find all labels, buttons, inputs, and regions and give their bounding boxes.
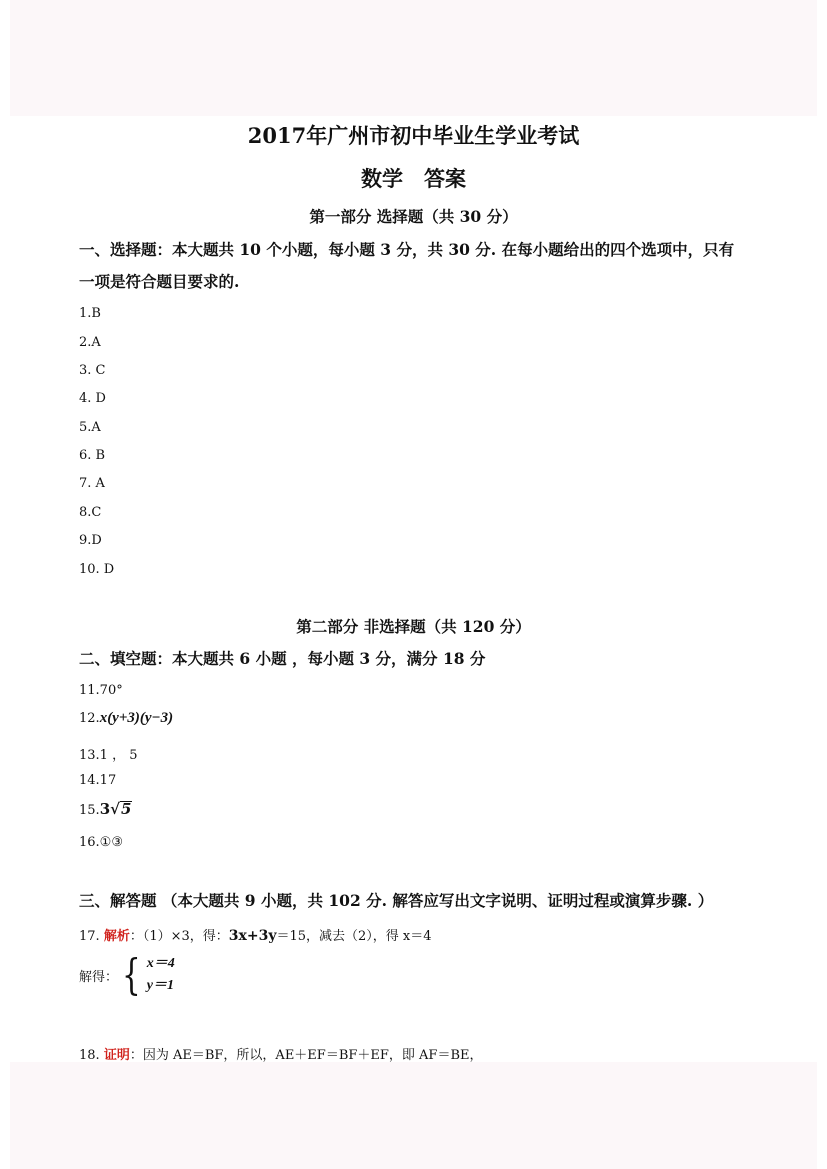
answer-15-coefficient: 3 [99, 800, 111, 818]
answer-5: 5.A [79, 420, 101, 435]
answer-1: 1.B [79, 306, 101, 321]
proof-label: 证明 [103, 1048, 130, 1063]
system-equation-x: x＝4 [146, 956, 175, 971]
question-17-answer [79, 925, 432, 944]
answer-16: 16.①③ [79, 835, 123, 850]
answer-12-expression: x(y+3)(y−3) [99, 710, 174, 726]
equation-system [79, 950, 175, 1000]
exam-subtitle: 数学 答案 [361, 166, 466, 191]
exam-title: 2017年广州市初中毕业生学业考试 [247, 123, 580, 148]
question-18-number: 18. [79, 1048, 100, 1063]
question-17-number: 17. [79, 929, 100, 944]
question-18-answer [79, 1044, 482, 1063]
answer-4: 4. D [79, 391, 106, 406]
answer-10: 10. D [79, 562, 115, 577]
answer-15-radicand: 5 [120, 800, 132, 818]
answer-2: 2.A [79, 335, 101, 350]
section1-description: 一、选择题：本大题共 10 个小题，每小题 3 分，共 30 分. 在每小题给出的四个选项中，只有 [79, 240, 735, 259]
question-17-text: ：（1）×3，得： [129, 929, 229, 944]
answer-8: 8.C [79, 505, 102, 520]
section3-description: 三、解答题 （本大题共 9 小题，共 102 分. 解答应写出文字说明、证明过程或演算步骤. ） [79, 891, 714, 910]
question-17-expression: 3x+3y [228, 928, 277, 944]
question-18-text: ：因为 AE＝BF，所以，AE＋EF＝BF＋EF，即 AF＝BE， [129, 1048, 483, 1063]
answer-6: 6. B [79, 448, 106, 463]
answer-15-number: 15. [79, 803, 100, 818]
part2-heading: 第二部分 非选择题（共 120 分） [296, 617, 531, 636]
answer-9: 9.D [79, 533, 102, 548]
answer-7: 7. A [79, 476, 105, 491]
bottom-margin-band [10, 1062, 817, 1169]
answer-13: 13.1 ， 5 [79, 748, 138, 763]
top-margin-band [10, 0, 817, 116]
question-17-text-cont: ＝15，减去（2），得 x＝4 [276, 929, 432, 944]
result-label: 解得： [79, 969, 119, 985]
part1-heading: 第一部分 选择题（共 30 分） [309, 207, 518, 226]
answer-15 [79, 800, 132, 818]
system-brace: { [122, 950, 141, 1000]
system-equations [147, 953, 175, 998]
answer-14: 14.17 [79, 773, 117, 788]
solution-label: 解析 [103, 929, 130, 944]
radical-sign: √ [110, 800, 120, 818]
question-17-result [79, 950, 175, 1000]
answer-11: 11.70° [79, 683, 123, 698]
section1-description-cont: 一项是符合题目要求的. [79, 272, 240, 291]
answer-12 [79, 710, 173, 727]
system-equation-y: y＝1 [146, 978, 174, 994]
section2-description: 二、填空题：本大题共 6 小题 ，每小题 3 分，满分 18 分 [79, 649, 486, 668]
answer-12-number: 12. [79, 711, 100, 726]
answer-3: 3. C [79, 363, 106, 378]
